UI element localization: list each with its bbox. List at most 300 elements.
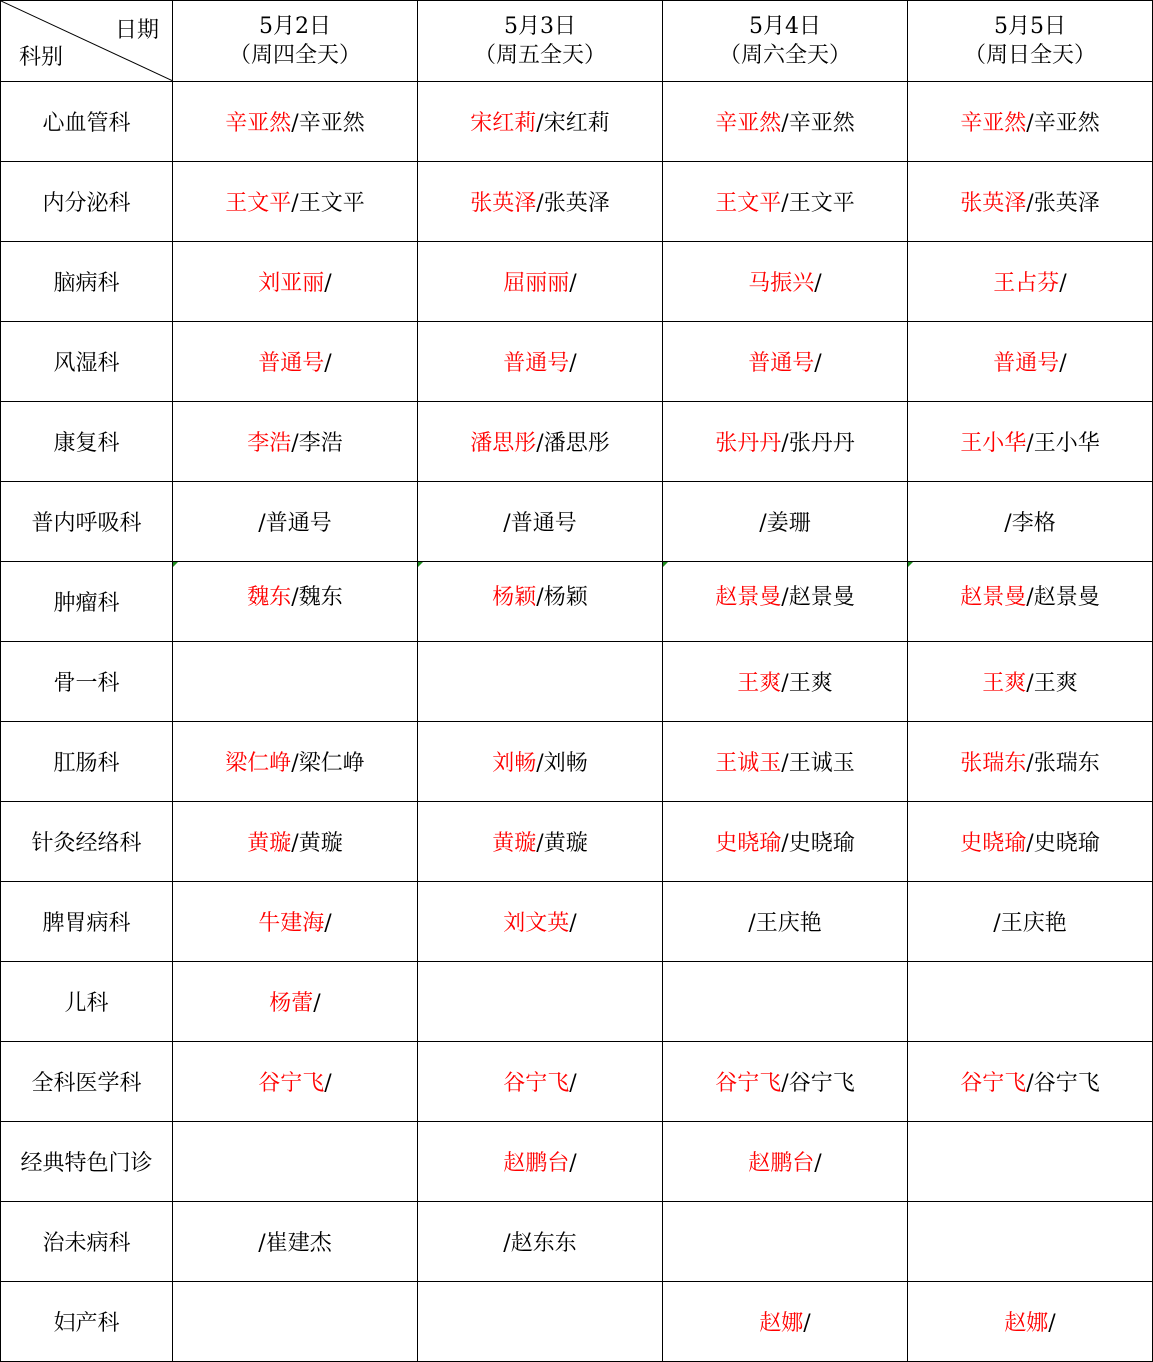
doctor-pair xyxy=(960,826,1099,857)
doctor-pair xyxy=(225,106,364,137)
schedule-cell xyxy=(663,322,908,402)
name-separator: / xyxy=(1048,1311,1056,1336)
doctor-pair xyxy=(492,580,587,611)
expert-doctor-name: 谷宁飞 xyxy=(715,1071,782,1096)
doctor-pair xyxy=(1004,1306,1055,1337)
regular-doctor-name: 史晓瑜 xyxy=(1033,831,1100,856)
regular-doctor-name: 普通号 xyxy=(265,511,332,536)
table-row xyxy=(1,882,1153,962)
dept-name-cell: 骨一科 xyxy=(1,642,173,722)
regular-doctor-name: 黄璇 xyxy=(298,831,343,856)
name-separator: / xyxy=(291,191,299,216)
expert-doctor-name: 谷宁飞 xyxy=(960,1071,1027,1096)
expert-doctor-name: 张瑞东 xyxy=(960,751,1027,776)
doctor-pair xyxy=(258,1226,331,1257)
doctor-pair xyxy=(715,826,854,857)
name-separator: / xyxy=(1026,751,1034,776)
name-separator: / xyxy=(569,1071,577,1096)
doctor-pair xyxy=(247,580,342,611)
doctor-pair xyxy=(258,266,331,297)
doctor-pair xyxy=(503,906,576,937)
schedule-cell xyxy=(173,802,418,882)
name-separator: / xyxy=(1026,671,1034,696)
doctor-pair xyxy=(258,346,331,377)
name-separator: / xyxy=(291,751,299,776)
schedule-cell xyxy=(908,242,1153,322)
schedule-cell xyxy=(908,1282,1153,1362)
name-separator: / xyxy=(781,1071,789,1096)
schedule-cell xyxy=(173,402,418,482)
expert-doctor-name: 普通号 xyxy=(748,351,815,376)
doctor-pair xyxy=(748,906,821,937)
schedule-cell xyxy=(908,82,1153,162)
regular-doctor-name: 张瑞东 xyxy=(1033,751,1100,776)
name-separator: / xyxy=(781,831,789,856)
expert-doctor-name: 谷宁飞 xyxy=(503,1071,570,1096)
name-separator: / xyxy=(258,511,266,536)
schedule-cell xyxy=(663,1042,908,1122)
expert-doctor-name: 黄璇 xyxy=(247,831,292,856)
doctor-pair xyxy=(492,826,587,857)
schedule-cell xyxy=(173,482,418,562)
name-separator: / xyxy=(1026,831,1034,856)
doctor-pair xyxy=(470,186,609,217)
name-separator: / xyxy=(781,111,789,136)
expert-doctor-name: 牛建海 xyxy=(258,911,325,936)
expert-doctor-name: 辛亚然 xyxy=(960,111,1027,136)
name-separator: / xyxy=(324,1071,332,1096)
name-separator: / xyxy=(569,351,577,376)
regular-doctor-name: 王文平 xyxy=(298,191,365,216)
schedule-cell xyxy=(663,642,908,722)
doctor-pair xyxy=(737,666,832,697)
schedule-cell xyxy=(663,722,908,802)
doctor-pair xyxy=(503,1146,576,1177)
day-note: （周五全天） xyxy=(473,43,606,68)
name-separator: / xyxy=(291,431,299,456)
doctor-pair xyxy=(960,426,1099,457)
doctor-pair xyxy=(225,186,364,217)
name-separator: / xyxy=(291,831,299,856)
expert-doctor-name: 魏东 xyxy=(247,585,292,610)
day-date: 5月2日 xyxy=(259,14,331,39)
table-row xyxy=(1,482,1153,562)
dept-name-cell: 风湿科 xyxy=(1,322,173,402)
regular-doctor-name: 王庆艳 xyxy=(1000,911,1067,936)
doctor-pair xyxy=(470,106,609,137)
regular-doctor-name: 王爽 xyxy=(788,671,833,696)
schedule-cell xyxy=(418,402,663,482)
expert-doctor-name: 辛亚然 xyxy=(715,111,782,136)
regular-doctor-name: 张英泽 xyxy=(543,191,610,216)
schedule-cell xyxy=(418,1042,663,1122)
expert-doctor-name: 梁仁峥 xyxy=(225,751,292,776)
expert-doctor-name: 王爽 xyxy=(737,671,782,696)
name-separator: / xyxy=(803,1311,811,1336)
dept-name-cell: 脾胃病科 xyxy=(1,882,173,962)
doctor-pair xyxy=(503,346,576,377)
name-separator: / xyxy=(781,751,789,776)
dept-name-cell: 经典特色门诊 xyxy=(1,1122,173,1202)
expert-doctor-name: 杨颖 xyxy=(492,585,537,610)
regular-doctor-name: 梁仁峥 xyxy=(298,751,365,776)
name-separator: / xyxy=(536,831,544,856)
schedule-cell xyxy=(663,402,908,482)
dept-name-cell: 肿瘤科 xyxy=(1,562,173,642)
schedule-cell xyxy=(908,882,1153,962)
name-separator: / xyxy=(536,191,544,216)
dept-name-cell: 脑病科 xyxy=(1,242,173,322)
name-separator: / xyxy=(1004,511,1012,536)
name-separator: / xyxy=(814,271,822,296)
table-row xyxy=(1,562,1153,642)
expert-doctor-name: 张英泽 xyxy=(960,191,1027,216)
expert-doctor-name: 黄璇 xyxy=(492,831,537,856)
expert-doctor-name: 张丹丹 xyxy=(715,431,782,456)
schedule-cell xyxy=(173,642,418,722)
doctor-pair xyxy=(993,906,1066,937)
regular-doctor-name: 杨颖 xyxy=(543,585,588,610)
doctor-pair xyxy=(960,580,1099,611)
doctor-pair xyxy=(960,106,1099,137)
doctor-pair xyxy=(960,1066,1099,1097)
name-separator: / xyxy=(503,511,511,536)
doctor-pair xyxy=(503,266,576,297)
expert-doctor-name: 赵鹏台 xyxy=(503,1151,570,1176)
schedule-cell xyxy=(663,802,908,882)
expert-doctor-name: 王文平 xyxy=(225,191,292,216)
table-row xyxy=(1,802,1153,882)
table-row xyxy=(1,722,1153,802)
schedule-cell xyxy=(908,482,1153,562)
table-row xyxy=(1,1122,1153,1202)
dept-name-cell: 内分泌科 xyxy=(1,162,173,242)
name-separator: / xyxy=(1026,111,1034,136)
regular-doctor-name: 魏东 xyxy=(298,585,343,610)
corner-header-cell xyxy=(1,1,173,82)
doctor-pair xyxy=(960,746,1099,777)
table-row xyxy=(1,962,1153,1042)
doctor-pair xyxy=(748,1146,821,1177)
day-note: （周六全天） xyxy=(718,43,851,68)
dept-name-cell: 针灸经络科 xyxy=(1,802,173,882)
name-separator: / xyxy=(1059,351,1067,376)
dept-name-cell: 普内呼吸科 xyxy=(1,482,173,562)
regular-doctor-name: 宋红莉 xyxy=(543,111,610,136)
header-row xyxy=(1,1,1153,82)
expert-doctor-name: 赵景曼 xyxy=(715,585,782,610)
name-separator: / xyxy=(993,911,1001,936)
doctor-pair xyxy=(247,426,342,457)
expert-doctor-name: 赵娜 xyxy=(1004,1311,1049,1336)
schedule-cell xyxy=(418,802,663,882)
expert-doctor-name: 杨蕾 xyxy=(269,991,314,1016)
regular-doctor-name: 辛亚然 xyxy=(788,111,855,136)
doctor-pair xyxy=(503,506,576,537)
expert-doctor-name: 赵景曼 xyxy=(960,585,1027,610)
schedule-cell xyxy=(418,642,663,722)
dept-name-cell: 妇产科 xyxy=(1,1282,173,1362)
schedule-cell xyxy=(418,242,663,322)
name-separator: / xyxy=(291,585,299,610)
regular-doctor-name: 王小华 xyxy=(1033,431,1100,456)
day-header-0 xyxy=(173,1,418,82)
doctor-pair xyxy=(715,580,854,611)
schedule-cell xyxy=(173,1122,418,1202)
doctor-pair xyxy=(748,346,821,377)
name-separator: / xyxy=(781,431,789,456)
doctor-pair xyxy=(492,746,587,777)
schedule-cell xyxy=(173,962,418,1042)
dept-name-cell: 儿科 xyxy=(1,962,173,1042)
expert-doctor-name: 潘思彤 xyxy=(470,431,537,456)
expert-doctor-name: 辛亚然 xyxy=(225,111,292,136)
doctor-pair xyxy=(748,266,821,297)
doctor-pair xyxy=(715,186,854,217)
doctor-pair xyxy=(1004,506,1055,537)
name-separator: / xyxy=(814,351,822,376)
expert-doctor-name: 普通号 xyxy=(258,351,325,376)
expert-doctor-name: 刘亚丽 xyxy=(258,271,325,296)
name-separator: / xyxy=(814,1151,822,1176)
name-separator: / xyxy=(1026,1071,1034,1096)
name-separator: / xyxy=(291,111,299,136)
regular-doctor-name: 崔建杰 xyxy=(265,1231,332,1256)
doctor-pair xyxy=(715,106,854,137)
schedule-cell xyxy=(663,1202,908,1282)
name-separator: / xyxy=(1026,585,1034,610)
expert-doctor-name: 王爽 xyxy=(982,671,1027,696)
name-separator: / xyxy=(759,511,767,536)
regular-doctor-name: 史晓瑜 xyxy=(788,831,855,856)
schedule-cell xyxy=(663,242,908,322)
schedule-cell xyxy=(908,962,1153,1042)
table-row xyxy=(1,82,1153,162)
regular-doctor-name: 王爽 xyxy=(1033,671,1078,696)
schedule-cell xyxy=(173,722,418,802)
doctor-pair xyxy=(225,746,364,777)
schedule-cell xyxy=(663,82,908,162)
schedule-cell xyxy=(173,242,418,322)
schedule-cell xyxy=(418,482,663,562)
schedule-cell xyxy=(908,402,1153,482)
name-separator: / xyxy=(1059,271,1067,296)
expert-doctor-name: 屈丽丽 xyxy=(503,271,570,296)
name-separator: / xyxy=(781,191,789,216)
day-date: 5月4日 xyxy=(749,14,821,39)
regular-doctor-name: 赵景曼 xyxy=(788,585,855,610)
schedule-cell xyxy=(418,162,663,242)
table-row xyxy=(1,242,1153,322)
name-separator: / xyxy=(324,351,332,376)
doctor-pair xyxy=(993,346,1066,377)
name-separator: / xyxy=(569,271,577,296)
doctor-pair xyxy=(258,1066,331,1097)
day-header-3 xyxy=(908,1,1153,82)
schedule-cell xyxy=(908,162,1153,242)
doctor-pair xyxy=(715,1066,854,1097)
schedule-cell xyxy=(908,722,1153,802)
day-note: （周四全天） xyxy=(228,43,361,68)
schedule-cell xyxy=(908,642,1153,722)
expert-doctor-name: 普通号 xyxy=(503,351,570,376)
schedule-cell xyxy=(663,882,908,962)
schedule-cell xyxy=(173,562,418,642)
name-separator: / xyxy=(536,751,544,776)
dept-name-cell: 心血管科 xyxy=(1,82,173,162)
regular-doctor-name: 刘畅 xyxy=(543,751,588,776)
schedule-cell xyxy=(173,1042,418,1122)
schedule-body xyxy=(1,82,1153,1362)
table-row xyxy=(1,402,1153,482)
day-date: 5月3日 xyxy=(504,14,576,39)
schedule-cell xyxy=(173,1282,418,1362)
expert-doctor-name: 史晓瑜 xyxy=(960,831,1027,856)
doctor-pair xyxy=(993,266,1066,297)
dept-name-cell: 康复科 xyxy=(1,402,173,482)
name-separator: / xyxy=(569,911,577,936)
regular-doctor-name: 谷宁飞 xyxy=(1033,1071,1100,1096)
name-separator: / xyxy=(313,991,321,1016)
doctor-pair xyxy=(982,666,1077,697)
expert-doctor-name: 王占芬 xyxy=(993,271,1060,296)
day-date: 5月5日 xyxy=(994,14,1066,39)
regular-doctor-name: 张丹丹 xyxy=(788,431,855,456)
regular-doctor-name: 辛亚然 xyxy=(298,111,365,136)
schedule-cell xyxy=(418,962,663,1042)
doctor-pair xyxy=(759,1306,810,1337)
schedule-cell xyxy=(908,1042,1153,1122)
day-header-1 xyxy=(418,1,663,82)
schedule-cell xyxy=(418,722,663,802)
dept-corner-label: 科别 xyxy=(19,45,64,70)
schedule-cell xyxy=(663,562,908,642)
schedule-cell xyxy=(173,162,418,242)
schedule-cell xyxy=(908,322,1153,402)
regular-doctor-name: 赵景曼 xyxy=(1033,585,1100,610)
expert-doctor-name: 赵娜 xyxy=(759,1311,804,1336)
regular-doctor-name: 李浩 xyxy=(298,431,343,456)
day-header-2 xyxy=(663,1,908,82)
name-separator: / xyxy=(569,1151,577,1176)
regular-doctor-name: 谷宁飞 xyxy=(788,1071,855,1096)
name-separator: / xyxy=(1026,431,1034,456)
regular-doctor-name: 王庆艳 xyxy=(755,911,822,936)
expert-doctor-name: 王小华 xyxy=(960,431,1027,456)
regular-doctor-name: 李格 xyxy=(1011,511,1056,536)
regular-doctor-name: 王文平 xyxy=(788,191,855,216)
doctor-pair xyxy=(470,426,609,457)
dept-name-cell: 肛肠科 xyxy=(1,722,173,802)
table-row xyxy=(1,1282,1153,1362)
regular-doctor-name: 黄璇 xyxy=(543,831,588,856)
expert-doctor-name: 赵鹏台 xyxy=(748,1151,815,1176)
expert-doctor-name: 李浩 xyxy=(247,431,292,456)
name-separator: / xyxy=(748,911,756,936)
doctor-pair xyxy=(715,746,854,777)
doctor-pair xyxy=(247,826,342,857)
table-row xyxy=(1,322,1153,402)
name-separator: / xyxy=(324,911,332,936)
schedule-cell xyxy=(418,1122,663,1202)
regular-doctor-name: 普通号 xyxy=(510,511,577,536)
schedule-cell xyxy=(663,1122,908,1202)
name-separator: / xyxy=(536,111,544,136)
dept-name-cell: 治未病科 xyxy=(1,1202,173,1282)
regular-doctor-name: 潘思彤 xyxy=(543,431,610,456)
doctor-pair xyxy=(269,986,320,1017)
expert-doctor-name: 史晓瑜 xyxy=(715,831,782,856)
schedule-cell xyxy=(908,802,1153,882)
schedule-cell xyxy=(173,1202,418,1282)
name-separator: / xyxy=(1026,191,1034,216)
schedule-cell xyxy=(418,882,663,962)
expert-doctor-name: 刘文英 xyxy=(503,911,570,936)
schedule-cell xyxy=(418,322,663,402)
expert-doctor-name: 普通号 xyxy=(993,351,1060,376)
schedule-cell xyxy=(663,482,908,562)
schedule-cell xyxy=(418,1282,663,1362)
table-row xyxy=(1,642,1153,722)
schedule-cell xyxy=(173,882,418,962)
schedule-cell xyxy=(908,1202,1153,1282)
expert-doctor-name: 谷宁飞 xyxy=(258,1071,325,1096)
doctor-pair xyxy=(503,1226,576,1257)
regular-doctor-name: 张英泽 xyxy=(1033,191,1100,216)
name-separator: / xyxy=(536,431,544,456)
day-note: （周日全天） xyxy=(963,43,1096,68)
schedule-cell xyxy=(418,82,663,162)
table-row xyxy=(1,1202,1153,1282)
doctor-pair xyxy=(503,1066,576,1097)
name-separator: / xyxy=(258,1231,266,1256)
dept-name-cell: 全科医学科 xyxy=(1,1042,173,1122)
expert-doctor-name: 宋红莉 xyxy=(470,111,537,136)
table-row xyxy=(1,162,1153,242)
schedule-cell xyxy=(418,562,663,642)
schedule-cell xyxy=(418,1202,663,1282)
name-separator: / xyxy=(324,271,332,296)
expert-doctor-name: 张英泽 xyxy=(470,191,537,216)
schedule-cell xyxy=(173,82,418,162)
table-row xyxy=(1,1042,1153,1122)
schedule-cell xyxy=(908,562,1153,642)
doctor-pair xyxy=(960,186,1099,217)
regular-doctor-name: 王诚玉 xyxy=(788,751,855,776)
schedule-cell xyxy=(663,1282,908,1362)
expert-doctor-name: 刘畅 xyxy=(492,751,537,776)
doctor-pair xyxy=(715,426,854,457)
name-separator: / xyxy=(536,585,544,610)
schedule-cell xyxy=(908,1122,1153,1202)
schedule-cell xyxy=(663,162,908,242)
doctor-pair xyxy=(759,506,810,537)
doctor-pair xyxy=(258,506,331,537)
regular-doctor-name: 姜珊 xyxy=(766,511,811,536)
expert-doctor-name: 王文平 xyxy=(715,191,782,216)
name-separator: / xyxy=(781,671,789,696)
name-separator: / xyxy=(781,585,789,610)
expert-doctor-name: 马振兴 xyxy=(748,271,815,296)
expert-doctor-name: 王诚玉 xyxy=(715,751,782,776)
date-corner-label: 日期 xyxy=(114,18,159,43)
schedule-cell xyxy=(663,962,908,1042)
regular-doctor-name: 赵东东 xyxy=(510,1231,577,1256)
doctor-pair xyxy=(258,906,331,937)
schedule-cell xyxy=(173,322,418,402)
name-separator: / xyxy=(503,1231,511,1256)
regular-doctor-name: 辛亚然 xyxy=(1033,111,1100,136)
